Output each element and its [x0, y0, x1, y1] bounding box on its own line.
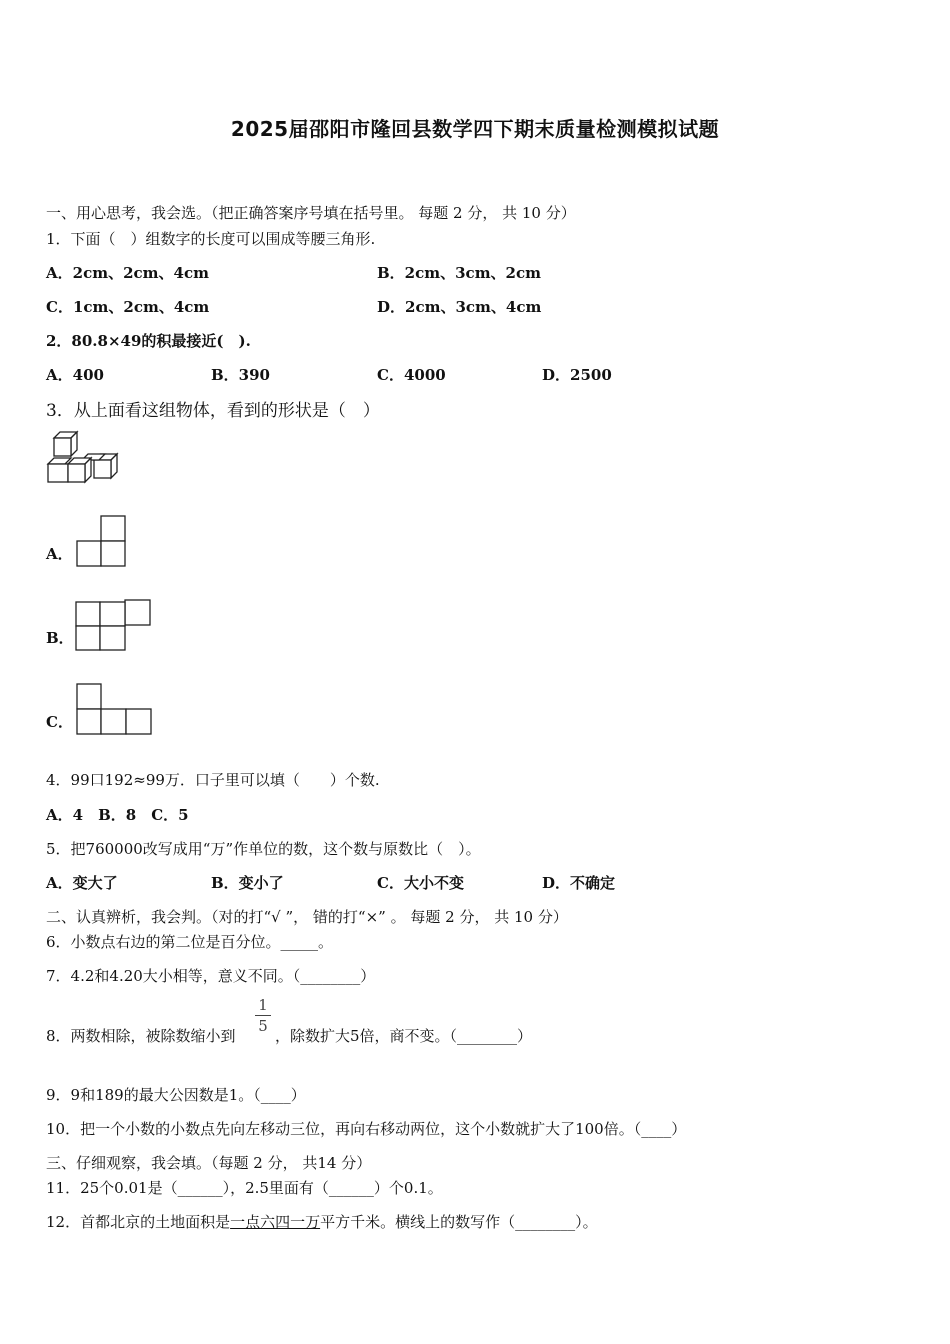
fraction-bar [255, 1015, 271, 1016]
question-1-option-b: B．2cm、3cm、2cm [377, 264, 542, 282]
question-1-option-d: D．2cm、3cm、4cm [377, 298, 542, 316]
fraction-one-fifth [255, 996, 271, 1035]
option-b-top-view-figure [75, 599, 153, 653]
question-4-options: A．4 B．8 C．5 [46, 806, 189, 824]
question-7: 7．4.2和4.20大小相等，意义不同。（________） [46, 967, 376, 985]
question-5-option-d: D．不确定 [542, 874, 616, 892]
section-3-heading: 三、仔细观察，我会填。（每题 2 分， 共14 分） [46, 1154, 372, 1172]
question-8-before: 8．两数相除，被除数缩小到 [46, 1027, 236, 1045]
question-4-stem: 4．99口192≈99万．口子里可以填（ ）个数. [46, 771, 380, 789]
question-5-option-a: A．变大了 [46, 874, 118, 892]
question-2-option-c: C．4000 [377, 366, 446, 384]
question-6: 6．小数点右边的第二位是百分位。_____。 [46, 933, 334, 951]
question-12 [46, 1211, 598, 1232]
question-10: 10．把一个小数的小数点先向左移动三位，再向右移动两位，这个小数就扩大了100倍。（____） [46, 1120, 687, 1138]
question-11: 11．25个0.01是（______），2.5里面有（______）个0.1。 [46, 1179, 443, 1197]
question-12-after: 平方千米。横线上的数写作（________）。 [320, 1213, 598, 1231]
question-5-option-c: C．大小不变 [377, 874, 464, 892]
question-12-underlined: 一点六四一万 [230, 1213, 321, 1231]
question-1-option-c: C．1cm、2cm、4cm [46, 298, 210, 316]
question-3-option-b: B． [46, 629, 74, 647]
question-12-before: 12．首都北京的土地面积是 [46, 1213, 231, 1231]
question-3-stem: 3．从上面看这组物体，看到的形状是（ ） [46, 401, 380, 421]
question-5-stem: 5．把760000改写成用“万”作单位的数，这个数与原数比（ ）。 [46, 840, 481, 858]
question-8-after: ，除数扩大5倍，商不变。（________） [275, 1027, 533, 1045]
question-3-option-a: A． [46, 545, 73, 563]
fraction-numerator: 1 [258, 996, 268, 1014]
question-2-option-d: D．2500 [542, 366, 612, 384]
page-title: 2025届邵阳市隆回县数学四下期末质量检测模拟试题 [230, 117, 720, 141]
question-2-option-b: B．390 [211, 366, 270, 384]
option-a-top-view-figure [75, 515, 129, 569]
question-1-option-a: A．2cm、2cm、4cm [46, 264, 209, 282]
question-2-option-a: A．400 [46, 366, 104, 384]
cube-arrangement-figure [44, 428, 124, 488]
fraction-denominator: 5 [258, 1017, 268, 1035]
option-c-top-view-figure [75, 683, 153, 737]
question-2-stem: 2．80.8×49的积最接近( ). [46, 332, 251, 350]
question-1-stem: 1．下面（ ）组数字的长度可以围成等腰三角形. [46, 230, 376, 248]
question-9: 9．9和189的最大公因数是1。（____） [46, 1086, 306, 1104]
section-2-heading: 二、认真辨析，我会判。（对的打“√ ”， 错的打“×” 。 每题 2 分， 共 10 分） [46, 908, 568, 926]
question-5-option-b: B．变小了 [211, 874, 284, 892]
question-3-option-c: C． [46, 713, 73, 731]
section-1-heading: 一、用心思考，我会选。（把正确答案序号填在括号里。 每题 2 分， 共 10 分） [46, 204, 576, 222]
